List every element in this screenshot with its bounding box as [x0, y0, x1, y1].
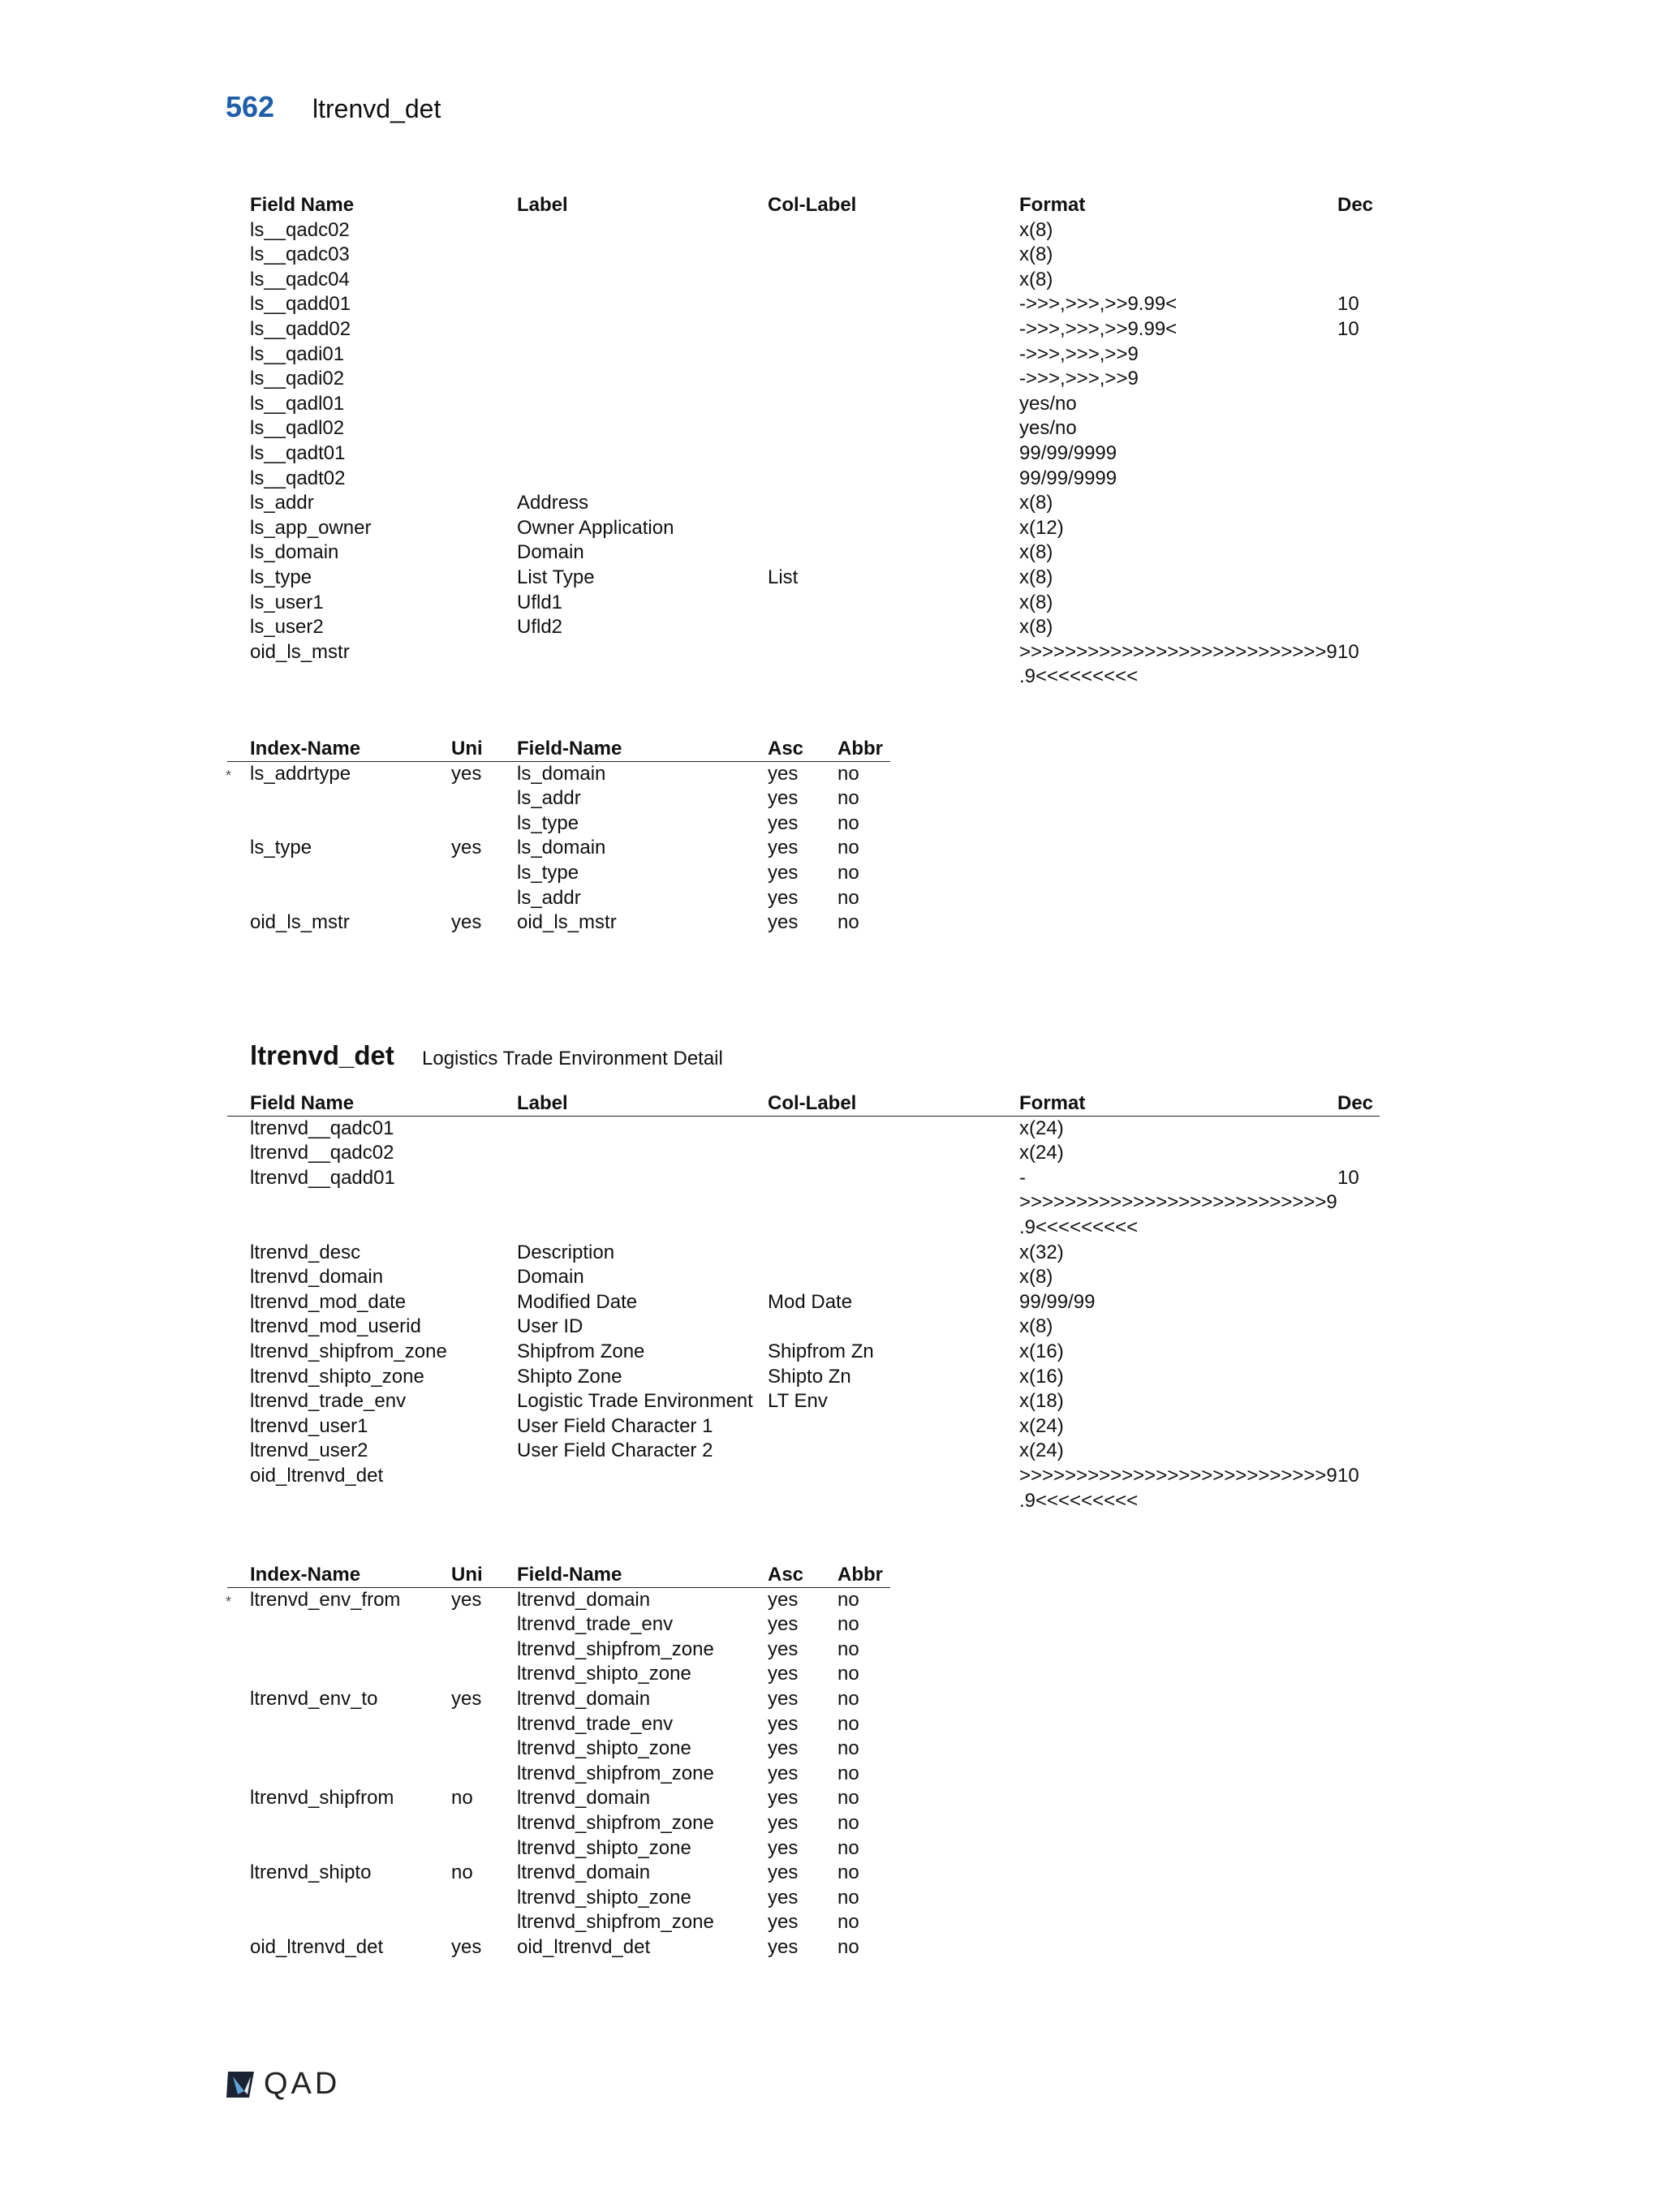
primary-index-marker: * — [226, 767, 232, 784]
table-cell: User Field Character 2 — [517, 1440, 713, 1462]
table-cell: Domain — [517, 1266, 584, 1289]
column-header: Field Name — [250, 1092, 355, 1114]
table-cell: ltrenvd__qadc01 — [250, 1117, 394, 1139]
table-cell: x(12) — [1019, 516, 1064, 539]
table-row — [0, 811, 1662, 837]
table-row — [0, 1439, 1662, 1464]
table-cell: Shipfrom Zone — [517, 1341, 645, 1362]
table-cell: yes — [768, 787, 799, 810]
table-row — [0, 392, 1662, 417]
table-cell: ltrenvd_shipto_zone — [250, 1365, 424, 1388]
table-cell: ls__qadi01 — [250, 342, 345, 365]
table-cell: ->>>,>>>,>>9.99< — [1019, 318, 1178, 340]
table-cell: oid_ls_mstr — [517, 911, 617, 934]
table-cell: no — [837, 1712, 859, 1735]
table-cell: Logistic Trade Environment — [517, 1390, 753, 1413]
table-cell: no — [837, 1936, 859, 1958]
table-cell: 99/99/9999 — [1019, 467, 1117, 489]
table-cell: 99/99/99 — [1019, 1290, 1096, 1313]
table-cell: .9<<<<<<<<< — [1019, 665, 1139, 688]
table-cell: ls__qadt01 — [250, 442, 346, 464]
table-cell: x(18) — [1019, 1390, 1064, 1413]
table-cell: oid_ltrenvd_det — [250, 1465, 384, 1487]
table-cell: yes — [768, 1588, 799, 1611]
column-header: Index-Name — [250, 738, 361, 760]
table-cell: ->>>,>>>,>>9 — [1019, 368, 1139, 390]
table-cell: ltrenvd_shipfrom_zone — [517, 1812, 714, 1834]
table-cell: >>>>>>>>>>>>>>>>>>>>>>>>>>>9 — [1019, 1465, 1337, 1487]
table-cell: ls_app_owner — [250, 516, 372, 539]
table-cell: no — [837, 862, 859, 884]
qad-logo — [225, 2068, 347, 2100]
table-cell: yes — [768, 1861, 799, 1884]
column-header: Label — [517, 1092, 568, 1114]
table-cell: Mod Date — [768, 1290, 853, 1313]
table-row — [0, 342, 1662, 368]
index-table-ltrenvd-det — [0, 1563, 1662, 1969]
table-cell: 10 — [1337, 1465, 1359, 1487]
table-cell: yes — [768, 1936, 799, 1958]
table-row — [0, 1637, 1662, 1663]
table-header-row — [0, 737, 1662, 762]
table-cell: ltrenvd_shipfrom_zone — [250, 1341, 447, 1362]
table-cell: ltrenvd_domain — [517, 1688, 651, 1710]
table-cell: x(8) — [1019, 1315, 1053, 1338]
table-cell: ltrenvd_domain — [517, 1861, 651, 1884]
table-cell: ls__qadl02 — [250, 417, 345, 440]
table-cell: no — [837, 811, 859, 834]
table-cell: ltrenvd_domain — [517, 1588, 651, 1611]
table-cell: ls_type — [517, 862, 579, 884]
table-cell: ->>>,>>>,>>9 — [1019, 342, 1139, 365]
table-cell: User ID — [517, 1315, 583, 1338]
table-cell: no — [837, 1886, 859, 1909]
table-row — [0, 1265, 1662, 1290]
table-cell: User Field Character 1 — [517, 1414, 713, 1437]
table-cell: Owner Application — [517, 516, 674, 539]
table-cell: yes/no — [1019, 392, 1077, 415]
table-row — [0, 467, 1662, 492]
column-header: Col-Label — [768, 194, 857, 216]
table-cell: ls_user2 — [250, 616, 324, 639]
table-row — [0, 591, 1662, 616]
table-cell: ltrenvd_user1 — [250, 1414, 368, 1437]
table-cell: x(8) — [1019, 541, 1053, 564]
table-header-row — [0, 1563, 1662, 1588]
table-cell: ls__qadd01 — [250, 293, 351, 316]
table-cell: x(32) — [1019, 1241, 1064, 1263]
table-cell: ls__qadt02 — [250, 467, 346, 489]
table-cell: no — [837, 762, 859, 785]
table-row — [0, 1190, 1662, 1216]
table-row — [0, 441, 1662, 467]
table-cell: ltrenvd_trade_env — [517, 1613, 674, 1636]
column-header: Label — [517, 194, 568, 216]
table-cell: ->>>,>>>,>>9.99< — [1019, 293, 1178, 316]
table-cell: Ufld1 — [517, 591, 563, 613]
table-cell: ltrenvd_shipfrom_zone — [517, 1911, 714, 1934]
table-cell: x(8) — [1019, 616, 1053, 639]
table-row — [0, 910, 1662, 936]
table-cell: yes — [768, 1886, 799, 1909]
table-cell: ls__qadc03 — [250, 243, 350, 266]
table-cell: List Type — [517, 566, 595, 588]
logo-text: QAD — [264, 2067, 341, 2101]
table-cell: ltrenvd_env_to — [250, 1688, 378, 1710]
table-cell: ls__qadi02 — [250, 368, 345, 390]
table-cell: yes — [451, 762, 482, 785]
table-row — [0, 1861, 1662, 1886]
table-cell: List — [768, 566, 799, 588]
table-cell: no — [837, 886, 859, 909]
table-cell: ltrenvd_domain — [517, 1787, 651, 1810]
running-title: ltrenvd_det — [312, 94, 441, 123]
table-cell: ltrenvd_shipto — [250, 1861, 372, 1884]
table-cell: ls_user1 — [250, 591, 324, 613]
table-row — [0, 1340, 1662, 1365]
table-cell: x(24) — [1019, 1414, 1064, 1437]
table-cell: x(24) — [1019, 1440, 1064, 1462]
table-cell: - — [1019, 1166, 1026, 1189]
table-cell: ltrenvd_user2 — [250, 1440, 368, 1462]
table-cell: ltrenvd_shipfrom_zone — [517, 1762, 714, 1784]
table-cell: LT Env — [768, 1390, 828, 1413]
table-row — [0, 1241, 1662, 1266]
table-cell: ls_type — [250, 566, 312, 588]
table-row — [0, 786, 1662, 811]
table-row — [0, 292, 1662, 317]
table-cell: >>>>>>>>>>>>>>>>>>>>>>>>>>>9 — [1019, 1191, 1337, 1214]
table-row — [0, 243, 1662, 268]
table-cell: x(8) — [1019, 492, 1053, 514]
table-cell: yes — [451, 1588, 482, 1611]
table-cell: no — [837, 911, 859, 934]
table-cell: ltrenvd_desc — [250, 1241, 361, 1263]
column-header: Format — [1019, 1092, 1086, 1114]
table-header-row — [0, 1091, 1662, 1117]
table-cell: x(16) — [1019, 1341, 1064, 1362]
table-row — [0, 1836, 1662, 1861]
table-row — [0, 416, 1662, 441]
table-cell: yes — [768, 1613, 799, 1636]
column-header: Uni — [451, 738, 483, 760]
table-cell: yes — [768, 1911, 799, 1934]
table-cell: yes — [451, 837, 482, 859]
table-cell: no — [837, 1663, 859, 1685]
table-row — [0, 268, 1662, 293]
table-cell: Ufld2 — [517, 616, 563, 639]
table-row — [0, 1166, 1662, 1191]
table-cell: ls_type — [250, 837, 312, 859]
table-cell: yes — [768, 1737, 799, 1760]
table-cell: ltrenvd_shipfrom_zone — [517, 1637, 714, 1660]
table-row — [0, 861, 1662, 886]
table-row — [0, 566, 1662, 591]
table-cell: ls__qadc02 — [250, 218, 350, 241]
table-row — [0, 1712, 1662, 1737]
table-cell: ltrenvd_env_from — [250, 1588, 401, 1611]
table-cell: no — [837, 1737, 859, 1760]
table-cell: ltrenvd_shipfrom — [250, 1787, 394, 1810]
table-row — [0, 1141, 1662, 1166]
field-table-ls-mstr — [0, 193, 1662, 696]
table-row — [0, 516, 1662, 541]
table-cell: Domain — [517, 541, 584, 564]
table-row — [0, 1662, 1662, 1687]
column-header: Abbr — [837, 738, 883, 760]
table-cell: no — [837, 1812, 859, 1834]
table-cell: no — [837, 1588, 859, 1611]
table-cell: yes — [768, 1812, 799, 1834]
table-cell: no — [451, 1861, 473, 1884]
table-cell: ls_domain — [250, 541, 339, 564]
table-row — [0, 1414, 1662, 1440]
table-cell: oid_ls_mstr — [250, 911, 350, 934]
table-cell: ltrenvd_domain — [250, 1266, 384, 1289]
table-cell: ltrenvd__qadc02 — [250, 1142, 394, 1164]
table-cell: oid_ls_mstr — [250, 640, 350, 663]
table-cell: no — [837, 1688, 859, 1710]
table-cell: x(8) — [1019, 268, 1053, 290]
table-cell: ltrenvd_shipto_zone — [517, 1886, 691, 1909]
column-header: Index-Name — [250, 1564, 361, 1586]
column-header: Col-Label — [768, 1092, 857, 1114]
table-cell: ltrenvd_shipto_zone — [517, 1663, 691, 1685]
table-row — [0, 1612, 1662, 1637]
table-cell: no — [837, 1762, 859, 1784]
table-row — [0, 1216, 1662, 1241]
table-row — [0, 1786, 1662, 1811]
table-row — [0, 1886, 1662, 1911]
table-cell: no — [837, 1836, 859, 1859]
table-row — [0, 665, 1662, 690]
column-header: Abbr — [837, 1564, 883, 1586]
table-row — [0, 1389, 1662, 1414]
index-table-ls-mstr — [0, 737, 1662, 932]
table-row — [0, 540, 1662, 566]
table-cell: Shipfrom Zn — [768, 1341, 874, 1362]
table-cell: Description — [517, 1241, 615, 1263]
table-cell: yes — [768, 1688, 799, 1710]
table-row — [0, 1315, 1662, 1340]
table-cell: yes — [768, 1836, 799, 1859]
table-cell: x(24) — [1019, 1142, 1064, 1164]
table-cell: 99/99/9999 — [1019, 442, 1117, 464]
column-header: Asc — [768, 738, 804, 760]
table-cell: >>>>>>>>>>>>>>>>>>>>>>>>>>>9 — [1019, 640, 1337, 663]
table-cell: yes — [768, 1787, 799, 1810]
table-cell: Address — [517, 492, 589, 514]
table-row — [0, 1910, 1662, 1935]
table-row — [0, 1762, 1662, 1787]
section-title: ltrenvd_det — [250, 1040, 394, 1070]
table-cell: oid_ltrenvd_det — [517, 1936, 651, 1958]
column-header: Field-Name — [517, 738, 622, 760]
table-row — [0, 836, 1662, 861]
table-cell: x(8) — [1019, 243, 1053, 266]
table-cell: x(8) — [1019, 218, 1053, 241]
primary-index-marker: * — [226, 1593, 232, 1610]
table-cell: ltrenvd_trade_env — [517, 1712, 674, 1735]
table-row — [0, 1588, 1662, 1613]
column-header: Dec — [1337, 1092, 1374, 1114]
table-cell: no — [837, 837, 859, 859]
table-cell: 10 — [1337, 640, 1359, 663]
table-cell: x(8) — [1019, 566, 1053, 588]
table-header-row — [0, 193, 1662, 218]
table-cell: yes/no — [1019, 417, 1077, 440]
table-cell: no — [837, 1861, 859, 1884]
table-row — [0, 1811, 1662, 1836]
table-cell: ls_addrtype — [250, 762, 351, 785]
table-row — [0, 1935, 1662, 1960]
table-cell: Modified Date — [517, 1290, 638, 1313]
table-cell: 10 — [1337, 1166, 1359, 1189]
table-cell: yes — [768, 886, 799, 909]
table-cell: ltrenvd_mod_date — [250, 1290, 407, 1313]
table-cell: yes — [451, 1936, 482, 1958]
table-cell: yes — [768, 862, 799, 884]
table-row — [0, 1736, 1662, 1762]
table-cell: .9<<<<<<<<< — [1019, 1216, 1139, 1238]
table-cell: yes — [451, 911, 482, 934]
table-cell: yes — [768, 1637, 799, 1660]
table-row — [0, 218, 1662, 243]
table-cell: yes — [768, 1712, 799, 1735]
table-row — [0, 886, 1662, 911]
table-cell: ltrenvd__qadd01 — [250, 1166, 395, 1189]
table-cell: x(8) — [1019, 591, 1053, 613]
table-row — [0, 1489, 1662, 1514]
table-cell: ls_type — [517, 811, 579, 834]
column-header: Asc — [768, 1564, 804, 1586]
table-row — [0, 1365, 1662, 1390]
table-row — [0, 615, 1662, 640]
table-cell: ls_addr — [517, 886, 581, 909]
table-cell: x(8) — [1019, 1266, 1053, 1289]
table-row — [0, 1290, 1662, 1315]
table-cell: x(16) — [1019, 1365, 1064, 1388]
table-cell: ltrenvd_mod_userid — [250, 1315, 421, 1338]
table-row — [0, 1464, 1662, 1489]
field-table-ltrenvd-det — [0, 1091, 1662, 1513]
table-cell: no — [837, 1613, 859, 1636]
section-description: Logistics Trade Environment Detail — [422, 1048, 723, 1069]
table-cell: ltrenvd_shipto_zone — [517, 1737, 691, 1760]
table-cell: x(24) — [1019, 1117, 1064, 1139]
table-cell: Shipto Zn — [768, 1365, 851, 1388]
table-row — [0, 367, 1662, 392]
column-header: Field-Name — [517, 1564, 622, 1586]
column-header: Field Name — [250, 194, 355, 216]
table-cell: ls__qadl01 — [250, 392, 345, 415]
table-cell: 10 — [1337, 293, 1359, 316]
table-cell: ls__qadd02 — [250, 318, 351, 340]
table-cell: yes — [768, 811, 799, 834]
table-cell: Shipto Zone — [517, 1365, 622, 1388]
page-number: 562 — [226, 90, 275, 123]
table-cell: no — [837, 1637, 859, 1660]
table-cell: no — [837, 1911, 859, 1934]
table-row — [0, 491, 1662, 516]
table-cell: no — [451, 1787, 473, 1810]
table-row — [0, 640, 1662, 665]
table-cell: ls__qadc04 — [250, 268, 350, 290]
table-cell: ltrenvd_shipto_zone — [517, 1836, 691, 1859]
table-cell: no — [837, 1787, 859, 1810]
table-cell: ls_addr — [250, 492, 314, 514]
column-header: Format — [1019, 194, 1086, 216]
table-cell: ls_domain — [517, 762, 606, 785]
table-cell: ltrenvd_trade_env — [250, 1390, 407, 1413]
column-header: Uni — [451, 1564, 483, 1586]
table-cell: 10 — [1337, 318, 1359, 340]
table-cell: no — [837, 787, 859, 810]
table-row — [0, 1687, 1662, 1712]
table-cell: ls_domain — [517, 837, 606, 859]
table-row — [0, 1117, 1662, 1142]
table-cell: yes — [768, 911, 799, 934]
table-cell: oid_ltrenvd_det — [250, 1936, 384, 1958]
table-cell: yes — [768, 1663, 799, 1685]
table-cell: yes — [451, 1688, 482, 1710]
table-cell: yes — [768, 1762, 799, 1784]
table-row — [0, 762, 1662, 787]
column-header: Dec — [1337, 194, 1374, 216]
qad-logo-icon — [225, 2070, 259, 2099]
table-cell: ls_addr — [517, 787, 581, 810]
table-cell: yes — [768, 762, 799, 785]
table-row — [0, 317, 1662, 342]
table-cell: .9<<<<<<<<< — [1019, 1489, 1139, 1512]
table-cell: yes — [768, 837, 799, 859]
